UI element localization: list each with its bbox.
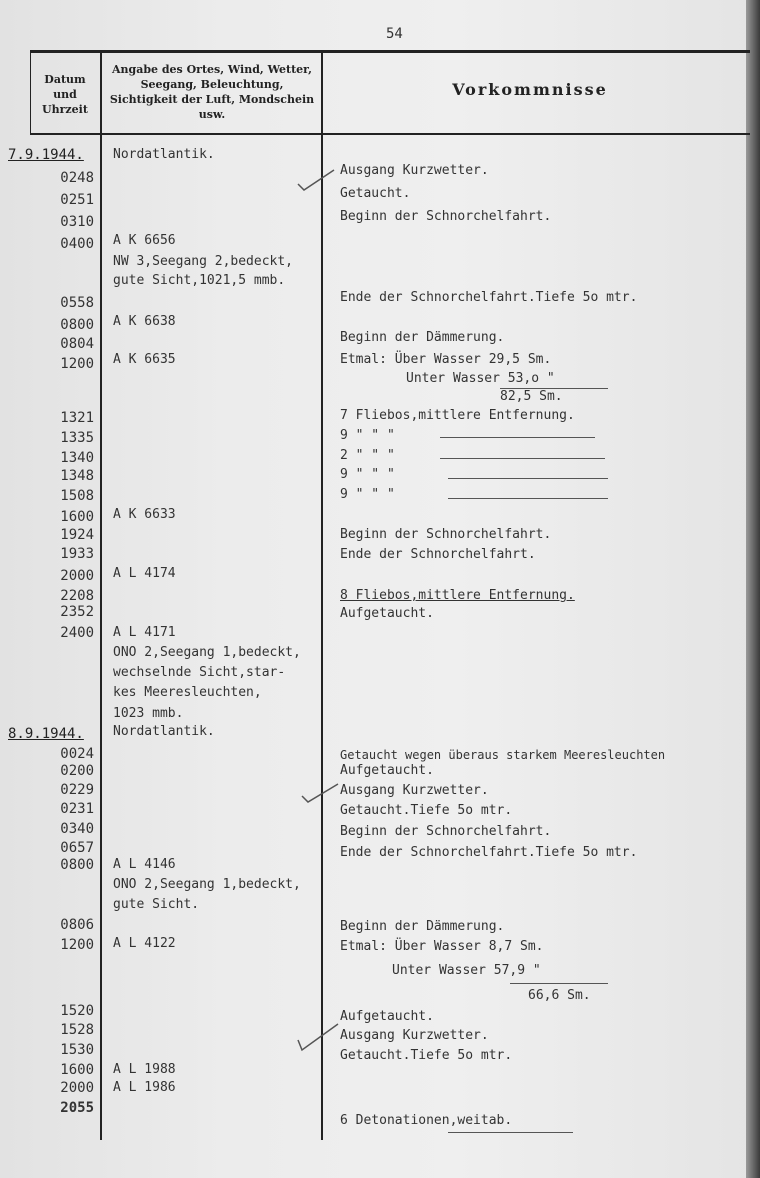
event-cell: 7 Fliebos,mittlere Entfernung. (340, 408, 575, 423)
header-occurrences: Vorkommnisse (452, 80, 608, 99)
time-cell: 2208 (60, 588, 94, 604)
event-cell: Beginn der Schnorchelfahrt. (340, 527, 552, 542)
event-cell: Ausgang Kurzwetter. (340, 1028, 489, 1043)
event-cell: Beginn der Schnorchelfahrt. (340, 209, 552, 224)
event-cell: 66,6 Sm. (528, 988, 591, 1003)
place-cell: A L 1986 (113, 1080, 176, 1095)
place-cell: A K 6638 (113, 314, 176, 329)
ditto-underline (448, 498, 608, 499)
place-cell: ONO 2,Seegang 1,bedeckt, (113, 645, 301, 660)
place-cell: A L 4146 (113, 857, 176, 872)
time-cell: 0806 (60, 917, 94, 933)
time-cell: 2352 (60, 604, 94, 620)
column-divider-1 (100, 50, 102, 1140)
event-cell: Ende der Schnorchelfahrt.Tiefe 5o mtr. (340, 290, 638, 305)
event-cell: Unter Wasser 53,o " (406, 371, 555, 386)
time-cell: 1933 (60, 546, 94, 562)
checkmark-icon (296, 1022, 340, 1052)
time-cell: 0800 (60, 317, 94, 333)
place-cell: gute Sicht. (113, 897, 200, 912)
time-cell: 2400 (60, 625, 94, 641)
place-cell: A K 6633 (113, 507, 176, 522)
time-cell: 1200 (60, 356, 94, 372)
table-left-rule (30, 50, 31, 135)
ditto-underline (440, 458, 605, 459)
event-cell: 8 Fliebos,mittlere Entfernung. (340, 588, 575, 603)
event-cell: Getaucht.Tiefe 5o mtr. (340, 803, 513, 818)
event-cell: Getaucht. (340, 186, 411, 201)
place-cell: kes Meeresleuchten, (113, 685, 262, 700)
place-cell: NW 3,Seegang 2,bedeckt, (113, 254, 294, 269)
time-cell: 0340 (60, 821, 94, 837)
time-cell: 0229 (60, 782, 94, 798)
time-cell: 1530 (60, 1042, 94, 1058)
time-cell: 2000 (60, 568, 94, 584)
place-cell: 1023 mmb. (113, 706, 184, 721)
time-cell: 0804 (60, 336, 94, 352)
checkmark-icon (296, 168, 336, 192)
place-cell: A L 4174 (113, 566, 176, 581)
time-cell: 1508 (60, 488, 94, 504)
time-cell: 1335 (60, 430, 94, 446)
time-cell: 0310 (60, 214, 94, 230)
place-cell: gute Sicht,1021,5 mmb. (113, 273, 286, 288)
header-location-weather: Angabe des Ortes, Wind, Wetter, Seegang, Beleuchtung, Sichtigkeit der Luft, Mondschein usw. (109, 63, 315, 121)
place-cell: A K 6656 (113, 233, 176, 248)
place-cell: ONO 2,Seegang 1,bedeckt, (113, 877, 301, 892)
time-cell: 1600 (60, 1062, 94, 1078)
time-cell: 2000 (60, 1080, 94, 1096)
event-cell: Beginn der Dämmerung. (340, 919, 505, 934)
table-top-rule (30, 50, 750, 53)
event-cell: 6 Detonationen,weitab. (340, 1113, 513, 1128)
time-cell: 0231 (60, 801, 94, 817)
scan-edge-shadow (746, 0, 760, 1178)
event-cell: Aufgetaucht. (340, 763, 434, 778)
event-cell: 82,5 Sm. (500, 389, 563, 404)
event-cell: Getaucht wegen überaus starkem Meeresleuchten (340, 748, 666, 762)
event-underline (448, 1132, 573, 1133)
event-cell: Etmal: Über Wasser 8,7 Sm. (340, 939, 544, 954)
time-cell: 1200 (60, 937, 94, 953)
time-cell: 1520 (60, 1003, 94, 1019)
time-cell: 0657 (60, 840, 94, 856)
time-cell: 2055 (60, 1100, 94, 1116)
event-cell: Beginn der Dämmerung. (340, 330, 505, 345)
event-cell: Ende der Schnorchelfahrt. (340, 547, 536, 562)
place-cell: A L 4122 (113, 936, 176, 951)
event-cell: Ausgang Kurzwetter. (340, 783, 489, 798)
time-cell: 0200 (60, 763, 94, 779)
time-cell: 0558 (60, 295, 94, 311)
place-cell: wechselnde Sicht,star- (113, 665, 286, 680)
event-cell: Etmal: Über Wasser 29,5 Sm. (340, 352, 552, 367)
place-cell: Nordatlantik. (113, 724, 215, 739)
event-cell: Getaucht.Tiefe 5o mtr. (340, 1048, 513, 1063)
time-cell: 1600 (60, 509, 94, 525)
event-cell: Ende der Schnorchelfahrt.Tiefe 5o mtr. (340, 845, 638, 860)
event-cell: Aufgetaucht. (340, 1009, 434, 1024)
column-divider-2 (321, 50, 323, 1140)
time-cell: 1924 (60, 527, 94, 543)
event-cell: Beginn der Schnorchelfahrt. (340, 824, 552, 839)
time-cell: 0248 (60, 170, 94, 186)
place-cell: Nordatlantik. (113, 147, 215, 162)
ditto-underline (440, 437, 595, 438)
time-cell: 1528 (60, 1022, 94, 1038)
event-cell: Aufgetaucht. (340, 606, 434, 621)
page-number: 54 (386, 26, 403, 42)
time-cell: 1348 (60, 468, 94, 484)
ditto-underline (448, 478, 608, 479)
header-date-time: Datum und Uhrzeit (42, 73, 88, 116)
event-cell: 2 " " " (340, 448, 395, 463)
place-cell: A K 6635 (113, 352, 176, 367)
time-cell: 0251 (60, 192, 94, 208)
sum-underline (510, 983, 608, 984)
event-cell: 9 " " " (340, 487, 395, 502)
event-cell: 9 " " " (340, 428, 395, 443)
event-cell: Ausgang Kurzwetter. (340, 163, 489, 178)
table-header-rule (30, 133, 750, 135)
time-cell: 1340 (60, 450, 94, 466)
checkmark-icon (300, 782, 340, 806)
place-cell: A L 4171 (113, 625, 176, 640)
time-cell: 0400 (60, 236, 94, 252)
time-cell: 0024 (60, 746, 94, 762)
date-8-9-1944: 8.9.1944. (8, 726, 84, 742)
time-cell: 0800 (60, 857, 94, 873)
event-cell: Unter Wasser 57,9 " (392, 963, 541, 978)
place-cell: A L 1988 (113, 1062, 176, 1077)
time-cell: 1321 (60, 410, 94, 426)
event-cell: 9 " " " (340, 467, 395, 482)
date-7-9-1944: 7.9.1944. (8, 147, 84, 163)
